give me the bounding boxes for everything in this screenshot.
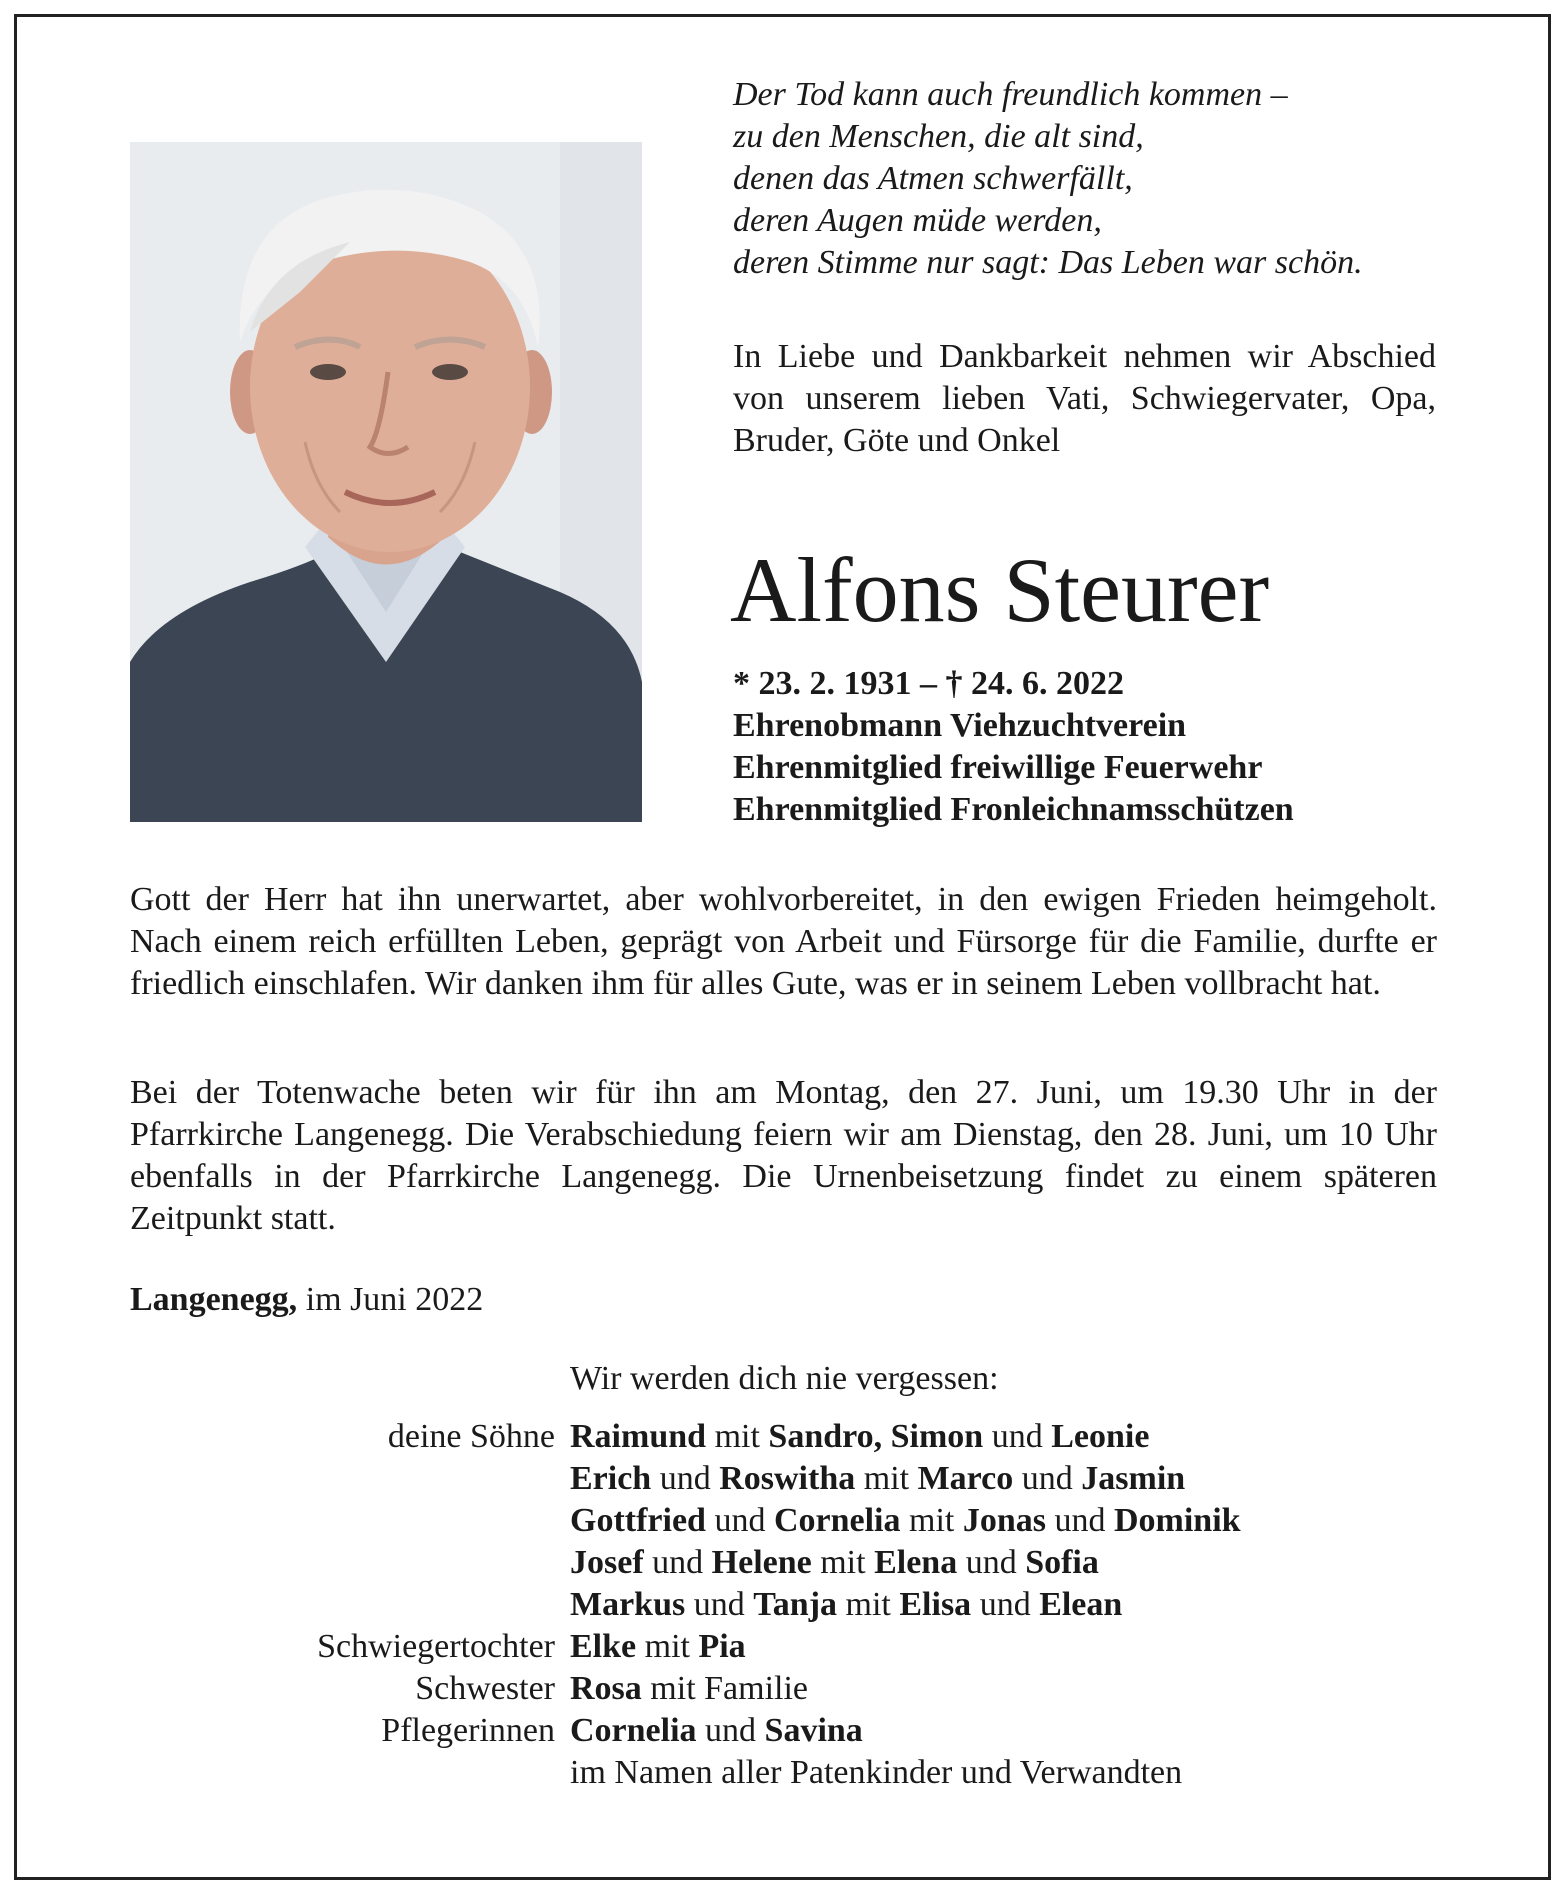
- family-member-name: Elke: [570, 1628, 637, 1665]
- family-member-name: Elean: [1039, 1586, 1123, 1623]
- family-line: [570, 1458, 1185, 1500]
- family-connector: und: [696, 1712, 765, 1749]
- family-connector: im Namen aller Patenkinder und Verwandten: [570, 1754, 1183, 1791]
- family-member-name: Jonas: [962, 1502, 1046, 1539]
- family-member-name: Leonie: [1051, 1418, 1150, 1455]
- family-connector: mit: [837, 1586, 900, 1623]
- family-line: [570, 1500, 1241, 1542]
- paragraph-farewell: Gott der Herr hat ihn unerwartet, aber wohlvorbereitet, in den ewigen Frieden heimgeholt. Nach einem reich erfüllten Leben, geprägt von Arbeit und Fürsorge für die Familie, durfte er friedlich einschlafen. Wir danken ihm für alles Gute, was er in seinem Leben vollbracht hat.: [130, 881, 1437, 1002]
- family-connector: und: [643, 1544, 712, 1581]
- family-connector: mit: [900, 1502, 963, 1539]
- relation-sister: Schwester: [415, 1670, 555, 1707]
- family-member-name: Gottfried: [570, 1502, 706, 1539]
- family-line: [570, 1416, 1149, 1458]
- honor-line: Ehrenmitglied freiwillige Feuerwehr: [733, 749, 1263, 786]
- family-member-name: Savina: [764, 1712, 863, 1749]
- family-member-name: Markus: [570, 1586, 686, 1623]
- place-date: [130, 1279, 483, 1321]
- family-connector: mit: [636, 1628, 699, 1665]
- family-member-name: Pia: [698, 1628, 746, 1665]
- relation-daughter-in-law: Schwiegertochter: [317, 1628, 555, 1665]
- relation-caregivers: Pflegerinnen: [381, 1712, 555, 1749]
- honor-line: Ehrenmitglied Fronleichnamsschützen: [733, 791, 1294, 828]
- family-member-name: Elena: [874, 1544, 958, 1581]
- family-member-name: Raimund: [570, 1418, 707, 1455]
- life-dates: * 23. 2. 1931 – † 24. 6. 2022: [733, 665, 1124, 702]
- family-line: [570, 1752, 1182, 1794]
- poem-line: deren Augen müde werden,: [733, 202, 1102, 239]
- family-connector: mit: [855, 1460, 918, 1497]
- family-member-name: Cornelia: [570, 1712, 697, 1749]
- family-member-name: Marco: [917, 1460, 1014, 1497]
- family-member-name: Erich: [570, 1460, 652, 1497]
- family-connector: mit Familie: [641, 1670, 809, 1707]
- family-connector: und: [957, 1544, 1026, 1581]
- family-member-name: Roswitha: [719, 1460, 856, 1497]
- family-connector: und: [1045, 1502, 1114, 1539]
- family-connector: mit: [811, 1544, 875, 1581]
- family-line: [570, 1710, 863, 1752]
- poem-line: zu den Menschen, die alt sind,: [733, 118, 1144, 155]
- family-member-name: Jasmin: [1081, 1460, 1186, 1497]
- poem-line: denen das Atmen schwerfällt,: [733, 160, 1133, 197]
- family-connector: und: [971, 1586, 1040, 1623]
- poem-line: Der Tod kann auch freundlich kommen –: [733, 76, 1288, 113]
- family-member-name: Dominik: [1113, 1502, 1241, 1539]
- family-member-name: Elisa: [899, 1586, 972, 1623]
- relation-sons: deine Söhne: [387, 1418, 555, 1455]
- family-member-name: Sofia: [1025, 1544, 1099, 1581]
- family-line: [570, 1626, 746, 1668]
- honor-line: Ehrenobmann Viehzuchtverein: [733, 707, 1187, 744]
- family-member-name: Cornelia: [773, 1502, 901, 1539]
- family-line: [570, 1584, 1122, 1626]
- paragraph-services: Bei der Totenwache beten wir für ihn am Montag, den 27. Juni, um 19.30 Uhr in der Pfarrkirche Langenegg. Die Verabschiedung feiern wir am Dienstag, den 28. Juni, um 10 Uhr ebenfalls in der Pfarrkirche Langenegg. Die Urnenbeisetzung findet zu einem späteren Zeitpunkt statt.: [130, 1074, 1437, 1237]
- intro-text: In Liebe und Dankbarkeit nehmen wir Abschied von unserem lieben Vati, Schwiegervater, Opa, Bruder, Göte und Onkel: [733, 338, 1436, 459]
- family-member-name: Sandro, Simon: [768, 1418, 984, 1455]
- place-town: Langenegg,: [130, 1281, 298, 1318]
- place-month: im Juni 2022: [297, 1281, 484, 1318]
- poem-line: deren Stimme nur sagt: Das Leben war schön.: [733, 244, 1363, 281]
- family-connector: und: [1013, 1460, 1082, 1497]
- family-connector: und: [983, 1418, 1052, 1455]
- family-member-name: Rosa: [570, 1670, 642, 1707]
- family-member-name: Helene: [711, 1544, 812, 1581]
- never-forget: Wir werden dich nie vergessen:: [570, 1360, 999, 1397]
- family-member-name: Josef: [570, 1544, 644, 1581]
- poem: [733, 74, 1493, 284]
- family-line: [570, 1668, 808, 1710]
- family-connector: und: [705, 1502, 774, 1539]
- family-connector: mit: [706, 1418, 769, 1455]
- deceased-name: Alfons Steurer: [730, 539, 1270, 641]
- family-connector: und: [651, 1460, 720, 1497]
- portrait-photo: [130, 142, 642, 822]
- family-connector: und: [685, 1586, 754, 1623]
- family-line: [570, 1542, 1099, 1584]
- portrait-illustration: [130, 142, 642, 822]
- family-member-name: Tanja: [753, 1586, 838, 1623]
